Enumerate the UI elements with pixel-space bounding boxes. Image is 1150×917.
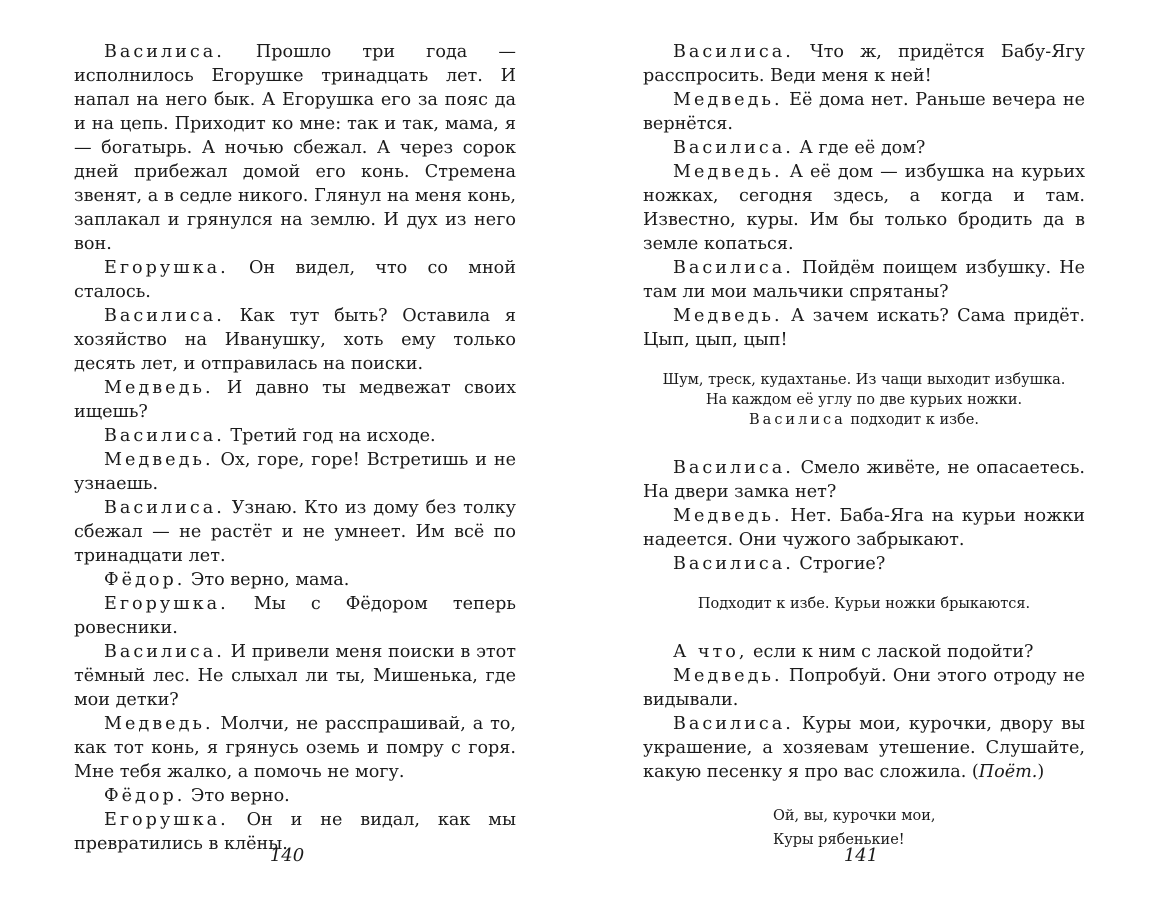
stage-direction-1: Шум, треск, кудахтанье. Из чащи выходит избушка. На каждом её углу по две курьих ножки. Василиса подходит к избе.	[662, 372, 1066, 428]
speaker-name: Василиса.	[673, 554, 794, 574]
line-text: Мы с Фёдором теперь ровесники.	[74, 594, 516, 638]
speaker-name: Егорушка.	[104, 258, 229, 278]
speaker-name: Василиса.	[104, 306, 225, 326]
dialogue-line	[74, 256, 516, 304]
dialogue-line	[74, 448, 516, 496]
line-text: Попробуй. Они этого отроду не видывали.	[643, 666, 1085, 710]
line-text: Он и не видал, как мы превратились в клёны.	[74, 810, 516, 854]
line-text: Смело живёте, не опасаетесь. На двери замка нет?	[643, 458, 1085, 502]
line-text: Что ж, придётся Бабу-Ягу расспросить. Веди меня к ней!	[643, 42, 1085, 86]
speaker-name: Фёдор.	[104, 570, 186, 590]
dialogue-line	[74, 424, 516, 448]
line-text: Третий год на исходе.	[224, 426, 436, 446]
speaker-name: Василиса.	[673, 138, 794, 158]
speaker-name: Василиса.	[673, 258, 794, 278]
speaker-name: Василиса.	[104, 42, 225, 62]
left-page-number: 140	[269, 845, 305, 866]
line-text: И давно ты медвежат своих ищешь?	[74, 378, 516, 422]
line-text: Ох, горе, горе! Встретишь и не узнаешь.	[74, 450, 516, 494]
dialogue-line	[643, 40, 1085, 88]
dialogue-line	[74, 304, 516, 376]
speaker-name: Егорушка.	[104, 810, 229, 830]
dialogue-line	[74, 376, 516, 424]
line-text: Нет. Баба-Яга на курьи ножки надеется. Они чужого забрыкают.	[643, 506, 1085, 550]
right-page-number: 141	[843, 845, 879, 866]
dialogue-line	[74, 40, 516, 256]
dialogue-line	[643, 256, 1085, 304]
line-text: И привели меня поиски в этот тёмный лес. Не слыхал ли ты, Мишенька, где мои детки?	[74, 642, 516, 710]
speaker-name: Василиса.	[673, 42, 794, 62]
dialogue-line	[643, 88, 1085, 136]
dialogue-line	[74, 784, 516, 808]
dialogue-line	[74, 496, 516, 568]
left-page	[74, 40, 516, 856]
speaker-name: Василиса.	[104, 642, 225, 662]
dialogue-line	[643, 136, 1085, 160]
dialogue-line	[74, 640, 516, 712]
line-text: Узнаю. Кто из дому без толку сбежал — не растёт и не умнеет. Им всё по тринадцати лет.	[74, 498, 516, 566]
direction-speaker: Василиса	[749, 412, 846, 428]
left-page-text	[74, 40, 516, 856]
line-text: А её дом — избушка на курьих ножках, сегодня здесь, а когда и там. Известно, куры. Им бы только бродить да в земле копаться.	[643, 162, 1085, 254]
speaker-name: Медведь.	[673, 506, 783, 526]
line-text: А зачем искать? Сама придёт. Цып, цып, цып!	[643, 306, 1085, 350]
speaker-name: Медведь.	[673, 306, 783, 326]
line-text: Как тут быть? Оставила я хозяйство на Иванушку, хоть ему только десять лет, и отправилась на поиски.	[74, 306, 516, 374]
dialogue-line	[643, 304, 1085, 352]
speaker-name: А что,	[673, 642, 748, 662]
dialogue-line	[643, 664, 1085, 712]
speaker-name: Фёдор.	[104, 786, 186, 806]
speaker-name: Медведь.	[673, 162, 783, 182]
speaker-name: Василиса.	[104, 426, 225, 446]
dialogue-line	[74, 568, 516, 592]
speaker-name: Егорушка.	[104, 594, 229, 614]
right-dialogue-3	[643, 664, 1085, 712]
speaker-name: Медведь.	[673, 666, 783, 686]
dialogue-line: А что, если к ним с лаской подойти?	[673, 642, 1034, 662]
dialogue-line	[643, 456, 1085, 504]
line-text: Прошло три года — исполнилось Егорушке тринадцать лет. И напал на него бык. А Егорушка его за пояс да и на цепь. Приходит ко мне: так и так, мама, я — богатырь. А ночью сбежал. А через сорок дней прибежал домой его конь. Стремена звенят, а в седле никого. Глянул на меня конь, заплакал и грянулся на землю. И дух из него вон.	[74, 42, 516, 254]
speaker-name: Медведь.	[104, 378, 214, 398]
line-text: Пойдём поищем избушку. Не там ли мои мальчики спрятаны?	[643, 258, 1085, 302]
right-dialogue-2	[643, 456, 1085, 576]
speaker-name: Медведь.	[673, 90, 783, 110]
dialogue-line	[74, 712, 516, 784]
line-text: А где её дом?	[793, 138, 926, 158]
line-text: Это верно, мама.	[185, 570, 350, 590]
line-text: Строгие?	[793, 554, 886, 574]
dialogue-line	[643, 552, 1085, 576]
stage-remark: Поёт.	[978, 762, 1038, 782]
dialogue-line	[643, 504, 1085, 552]
speaker-name: Медведь.	[104, 714, 214, 734]
dialogue-line	[74, 592, 516, 640]
dialogue-line: Василиса. Куры мои, курочки, двору вы украшение, а хозяевам утешение. Слушайте, какую песенку я про вас сложила. (Поёт.)	[643, 714, 1085, 782]
dialogue-line	[643, 160, 1085, 256]
speaker-name: Медведь.	[104, 450, 214, 470]
line-text: Он видел, что со мной сталось.	[74, 258, 516, 302]
verse-line: Куры рябенькие!	[773, 832, 905, 848]
line-text: Её дома нет. Раньше вечера не вернётся.	[643, 90, 1085, 134]
speaker-name: Василиса.	[104, 498, 225, 518]
verse-line: Ой, вы, курочки мои,	[773, 808, 936, 824]
line-text: Это верно.	[185, 786, 290, 806]
right-dialogue-1	[643, 40, 1085, 352]
right-page	[643, 40, 1085, 852]
speaker-name: Василиса.	[673, 458, 794, 478]
stage-direction-2: Подходит к избе. Курьи ножки брыкаются.	[697, 596, 1031, 612]
line-text: Молчи, не расспрашивай, а то, как тот конь, я грянусь оземь и помру с горя. Мне тебя жалко, а помочь не могу.	[74, 714, 516, 782]
speaker-name: Василиса.	[673, 714, 794, 734]
verse	[773, 804, 1085, 852]
